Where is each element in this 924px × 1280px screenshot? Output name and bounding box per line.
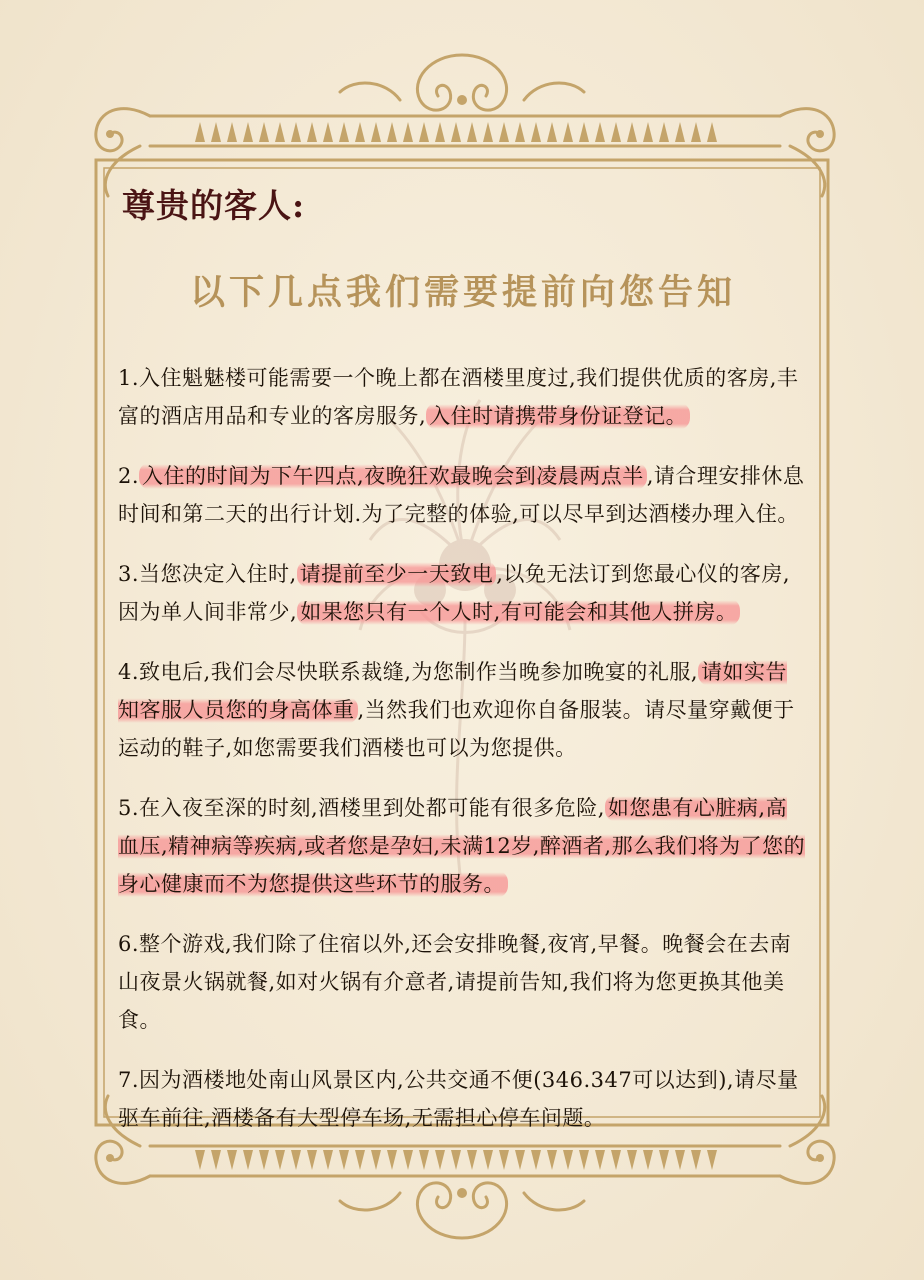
notice-content — [118, 180, 808, 1159]
ornament-spike — [419, 122, 429, 142]
ornament-spike — [339, 122, 349, 142]
notice-item-2 — [118, 457, 808, 533]
ornament-spike — [627, 122, 637, 142]
highlighted-text: 入住的时间为下午四点,夜晚狂欢最晚会到凌晨两点半 — [139, 462, 647, 490]
ornament-spike — [467, 122, 477, 142]
ornament-spike — [579, 122, 589, 142]
highlighted-text: 请如实告知客服人员您的身高体重 — [118, 660, 788, 722]
item-text: 7.因为酒楼地处南山风景区内,公共交通不便(346.347可以达到),请尽量驱车前往,酒楼备有大型停车场,无需担心停车问题。 — [118, 1068, 799, 1130]
notice-item-3 — [118, 555, 808, 631]
item-text: 6.整个游戏,我们除了住宿以外,还会安排晚餐,夜宵,早餐。晚餐会在去南山夜景火锅就餐,如对火锅有介意者,请提前告知,我们将为您更换其他美食。 — [118, 932, 792, 1032]
ornament-spike — [275, 122, 285, 142]
ornament-spike — [515, 122, 525, 142]
item-text: 2. — [118, 464, 140, 488]
notice-subtitle: 以下几点我们需要提前向您告知 — [189, 272, 736, 313]
highlighted-text: 请提前至少一天致电 — [297, 560, 497, 588]
greeting-heading: 尊贵的客人: — [122, 186, 306, 225]
ornament-spike — [595, 122, 605, 142]
ornament-spike — [659, 122, 669, 142]
ornament-spike — [691, 122, 701, 142]
item-text: 5.在入夜至深的时刻,酒楼里到处都可能有很多危险, — [118, 796, 605, 820]
ornament-spike — [371, 122, 381, 142]
ornament-spike — [227, 122, 237, 142]
item-text: 3.当您决定入住时, — [118, 562, 297, 586]
ornament-spike — [403, 122, 413, 142]
notice-item-4 — [118, 653, 808, 767]
ornament-spike — [291, 122, 301, 142]
notice-item-6 — [118, 925, 808, 1039]
item-text: ,当然我们也欢迎你自备服装。请尽量穿戴便于运动的鞋子,如您需要我们酒楼也可以为您提供。 — [118, 698, 795, 760]
highlighted-text: 如您患有心脏病,高血压,精神病等疾病,或者您是孕妇,未满12岁,醉酒者,那么我们将为了您的身心健康而不为您提供这些环节的服务。 — [118, 796, 806, 896]
item-text: ,以免无法订到您最心仪的客房,因为单人间非常少, — [118, 562, 791, 624]
highlighted-text: 入住时请携带身份证登记。 — [426, 402, 690, 430]
ornament-spike — [387, 122, 397, 142]
ornament-spike — [195, 122, 205, 142]
ornament-spike — [355, 122, 365, 142]
ornament-spike — [643, 122, 653, 142]
ornament-spike — [707, 122, 717, 142]
notice-item-5 — [118, 789, 808, 903]
ornament-spike — [307, 122, 317, 142]
item-text: 4.致电后,我们会尽快联系裁缝,为您制作当晚参加晚宴的礼服, — [118, 660, 699, 684]
ornament-spike — [547, 122, 557, 142]
item-text: 1.入住魁魅楼可能需要一个晚上都在酒楼里度过,我们提供优质的客房,丰富的酒店用品和专业的客房服务, — [118, 366, 799, 428]
ornament-spike — [259, 122, 269, 142]
ornament-spike — [499, 122, 509, 142]
ornament-spike — [483, 122, 493, 142]
ornament-spike — [435, 122, 445, 142]
notice-item-1 — [118, 359, 808, 435]
ornament-spike — [211, 122, 221, 142]
ornament-spike — [531, 122, 541, 142]
ornament-spike — [675, 122, 685, 142]
ornament-spike — [243, 122, 253, 142]
ornament-spike — [323, 122, 333, 142]
ornament-spike — [451, 122, 461, 142]
ornament-spike — [611, 122, 621, 142]
item-text: ,请合理安排休息时间和第二天的出行计划.为了完整的体验,可以尽早到达酒楼办理入住。 — [118, 464, 805, 526]
highlighted-text: 如果您只有一个人时,有可能会和其他人拼房。 — [297, 598, 740, 626]
notice-item-7 — [118, 1061, 808, 1137]
ornament-spike — [563, 122, 573, 142]
